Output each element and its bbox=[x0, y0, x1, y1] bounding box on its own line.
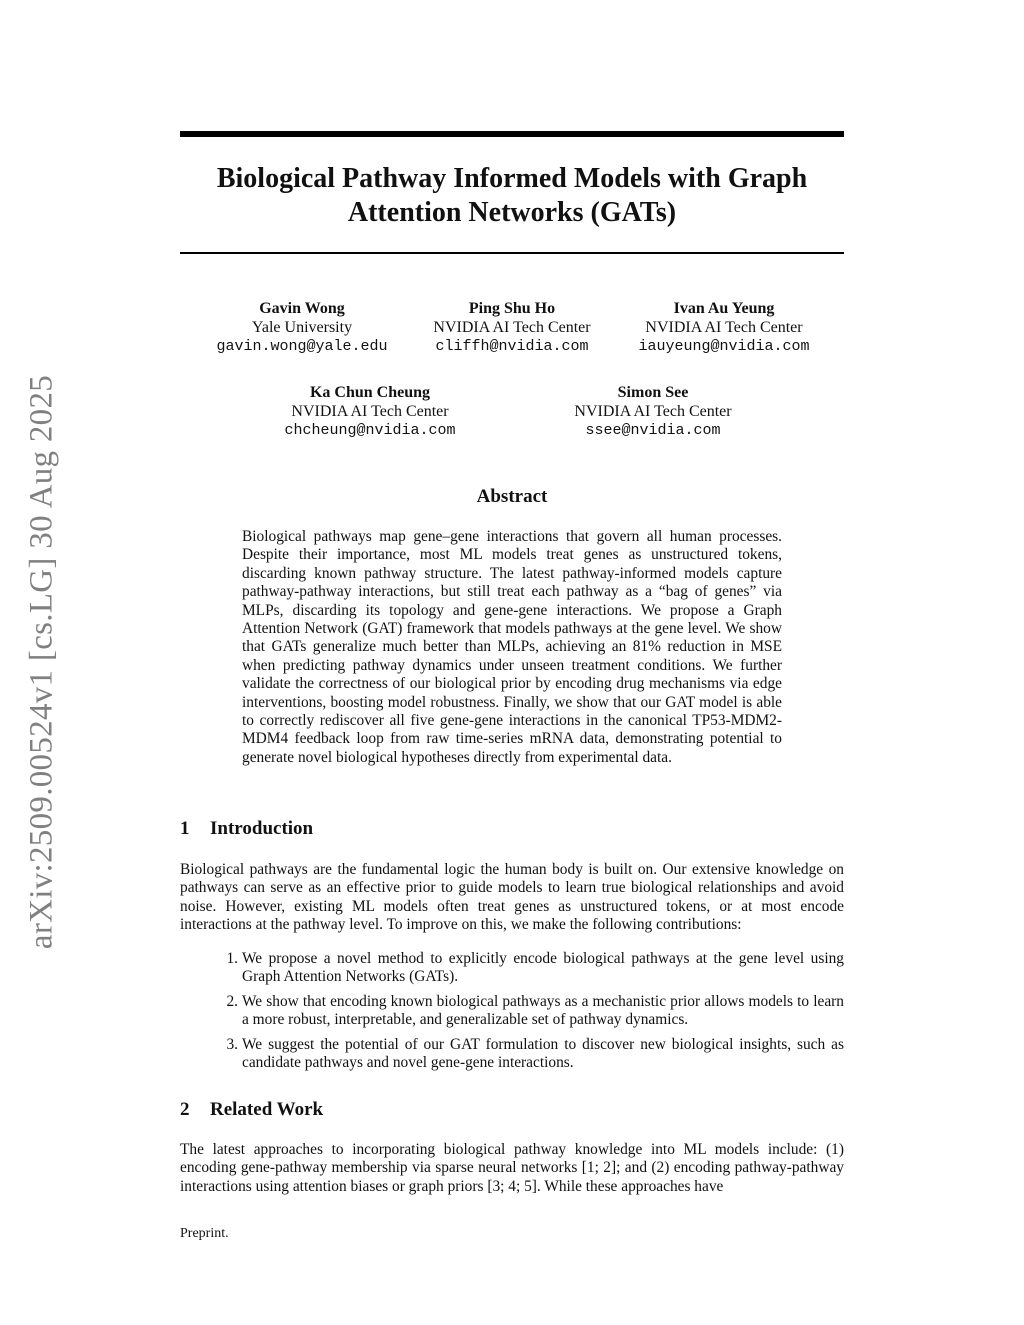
contribution-item bbox=[220, 950, 844, 987]
footer-note: Preprint. bbox=[180, 1226, 229, 1241]
author-affiliation: NVIDIA AI Tech Center bbox=[291, 403, 449, 420]
abstract-heading: Abstract bbox=[476, 486, 548, 507]
author-affiliation: NVIDIA AI Tech Center bbox=[574, 403, 732, 420]
contribution-index: 2. bbox=[226, 993, 238, 1010]
author-block bbox=[397, 299, 627, 356]
author-block bbox=[538, 383, 768, 440]
section-heading-related-work bbox=[180, 1099, 323, 1121]
author-block bbox=[187, 299, 417, 356]
contribution-text: We propose a novel method to explicitly encode biological pathways at the gene level using Graph Attention Networks (GATs). bbox=[242, 950, 844, 986]
author-name: Ka Chun Cheung bbox=[309, 384, 431, 401]
contribution-index: 1. bbox=[226, 950, 238, 967]
arxiv-identifier: arXiv:2509.00524v1 [cs.LG] 30 Aug 2025 bbox=[23, 374, 60, 950]
author-affiliation: NVIDIA AI Tech Center bbox=[433, 319, 591, 336]
author-name: Gavin Wong bbox=[259, 300, 345, 317]
contribution-item bbox=[220, 993, 844, 1030]
section-number: 1 bbox=[180, 818, 190, 839]
author-affiliation: Yale University bbox=[251, 319, 353, 336]
author-email: ssee@nvidia.com bbox=[585, 422, 721, 439]
author-email: chcheung@nvidia.com bbox=[284, 422, 456, 439]
abstract-text: Biological pathways map gene–gene interactions that govern all human processes. Despite their importance, most ML models treat genes as unstructured tokens, discarding known pathway structure. The latest pathway-informed models capture pathway-pathway interactions, but still treat each pathway as a “bag of genes” via MLPs, discarding its topology and gene-gene interactions. We propose a Graph Attention Network (GAT) framework that models pathways at the gene level. We show that GATs generalize much better than MLPs, achieving an 81% reduction in MSE when predicting pathway dynamics under unseen treatment conditions. We further validate the correctness of our biological prior by encoding drug mechanisms via edge interventions, boosting model robustness. Finally, we show that our GAT model is able to correctly rediscover all five gene-gene interactions in the canonical TP53-MDM2-MDM4 feedback loop from raw time-series mRNA data, demonstrating potential to generate novel biological hypotheses directly from experimental data. bbox=[242, 528, 782, 766]
section-number: 2 bbox=[180, 1099, 190, 1120]
contribution-text: We suggest the potential of our GAT formulation to discover new biological insights, such as candidate pathways and novel gene-gene interactions. bbox=[242, 1036, 844, 1072]
author-email: cliffh@nvidia.com bbox=[435, 338, 589, 355]
author-name: Ivan Au Yeung bbox=[673, 300, 775, 317]
related-work-paragraph: The latest approaches to incorporating biological pathway knowledge into ML models include: (1) encoding gene-pathway membership via sparse neural networks [1; 2]; and (2) encoding pathway-pathway interactions using attention biases or graph priors [3; 4; 5]. While these approaches have bbox=[180, 1141, 844, 1195]
author-email: gavin.wong@yale.edu bbox=[216, 338, 388, 355]
section-heading-introduction bbox=[180, 818, 313, 840]
author-email: iauyeung@nvidia.com bbox=[638, 338, 810, 355]
paper-title: Biological Pathway Informed Models with Graph Attention Networks (GATs) bbox=[216, 163, 808, 228]
author-name: Simon See bbox=[617, 384, 689, 401]
author-affiliation: NVIDIA AI Tech Center bbox=[645, 319, 803, 336]
introduction-paragraph: Biological pathways are the fundamental logic the human body is built on. Our extensive knowledge on pathways can serve as an effective prior to guide models to learn true biological relationships and avoid noise. However, existing ML models often treat genes as unstructured tokens, or at most encode interactions at the pathway level. To improve on this, we make the following contributions: bbox=[180, 861, 844, 934]
contribution-index: 3. bbox=[226, 1036, 238, 1053]
title-top-rule bbox=[180, 131, 844, 137]
author-block bbox=[609, 299, 839, 356]
section-title: Related Work bbox=[210, 1099, 324, 1120]
contribution-text: We show that encoding known biological pathways as a mechanistic prior allows models to learn a more robust, interpretable, and generalizable set of pathway dynamics. bbox=[242, 993, 844, 1029]
section-title: Introduction bbox=[210, 818, 314, 839]
contribution-item bbox=[220, 1036, 844, 1073]
author-name: Ping Shu Ho bbox=[468, 300, 556, 317]
title-bottom-rule bbox=[180, 252, 844, 254]
author-block bbox=[255, 383, 485, 440]
